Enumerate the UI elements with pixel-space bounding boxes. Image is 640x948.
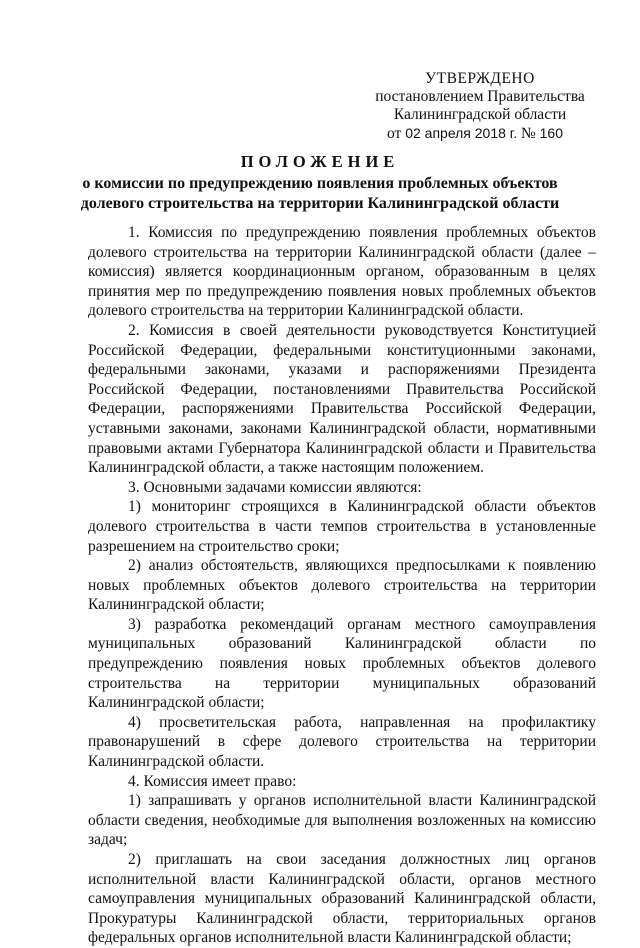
approval-stamp bbox=[360, 70, 600, 143]
document-title bbox=[60, 152, 580, 214]
date-day-month: 02 апреля bbox=[405, 125, 471, 141]
approval-line-2: Калининградской области bbox=[393, 106, 567, 123]
paragraph: 4. Комиссия имеет право: bbox=[128, 772, 297, 790]
paragraph: 4) просветительская работа, направленная на профилактику правонарушений в сфере долевого строительства на территории Калининградской области. bbox=[88, 713, 596, 771]
paragraph: 2) анализ обстоятельств, являющихся предпосылками к появлению новых проблемных объектов долевого строительства на территории Калининградской области; bbox=[88, 557, 596, 614]
paragraph: 2. Комиссия в своей деятельности руководствуется Конституцией Российской Федерации, федеральными конституционными законами, федеральными законами, указами и распоряжениями Президента Российской Федерации, постановлениями Правительства Российской Федерации, распоряжениями Правительства Российской Федерации, уставными законами, законами Калининградской области, нормативными правовыми актами Губернатора Калининградской области и Правительства Калининградской области, а также настоящим положением. bbox=[88, 321, 596, 477]
paragraph: 2) приглашать на свои заседания должностных лиц органов исполнительной власти Калининградской области, органов местного самоуправления муниципальных образований Калининградской области, Прокуратуры Калининградской области, территориальных органов федеральных органов исполнительной власти Калининградской области; bbox=[88, 851, 596, 947]
approval-heading: УТВЕРЖДЕНО bbox=[425, 70, 535, 87]
paragraph: 1. Комиссия по предупреждению появления проблемных объектов долевого строительства на территории Калининградской области (далее – комиссия) является координационным органом, образованным в целях принятия мер по предупреждению появления новых проблемных объектов долевого строительства на территории Калининградской области. bbox=[88, 224, 596, 320]
paragraph: 1) запрашивать у органов исполнительной власти Калининградской области сведения, необходимые для выполнения возложенных на комиссию задач; bbox=[88, 792, 596, 849]
date-prefix: от bbox=[387, 125, 402, 142]
approval-date-line bbox=[350, 124, 600, 143]
title-line-1: о комиссии по предупреждению появления проблемных объектов bbox=[82, 175, 558, 192]
paragraph: 3) разработка рекомендаций органам местного самоуправления муниципальных образований Калининградской области по предупреждению появления новых проблемных объектов долевого строительства на территории муниципальных образований Калининградской области; bbox=[88, 615, 596, 712]
number-sign: № bbox=[520, 125, 536, 142]
paragraph: 1) мониторинг строящихся в Калининградской области объектов долевого строительства в части темпов строительства в установленные разрешением на строительство сроки; bbox=[88, 498, 596, 555]
document-body bbox=[88, 223, 596, 948]
title-main: ПОЛОЖЕНИЕ bbox=[240, 152, 400, 171]
title-line-2: долевого строительства на территории Калининградской области bbox=[80, 195, 560, 212]
approval-line-1: постановлением Правительства bbox=[375, 88, 585, 105]
document-number: 160 bbox=[539, 125, 563, 141]
date-year: 2018 г. bbox=[474, 125, 518, 141]
paragraph: 3. Основными задачами комиссии являются: bbox=[128, 478, 422, 496]
